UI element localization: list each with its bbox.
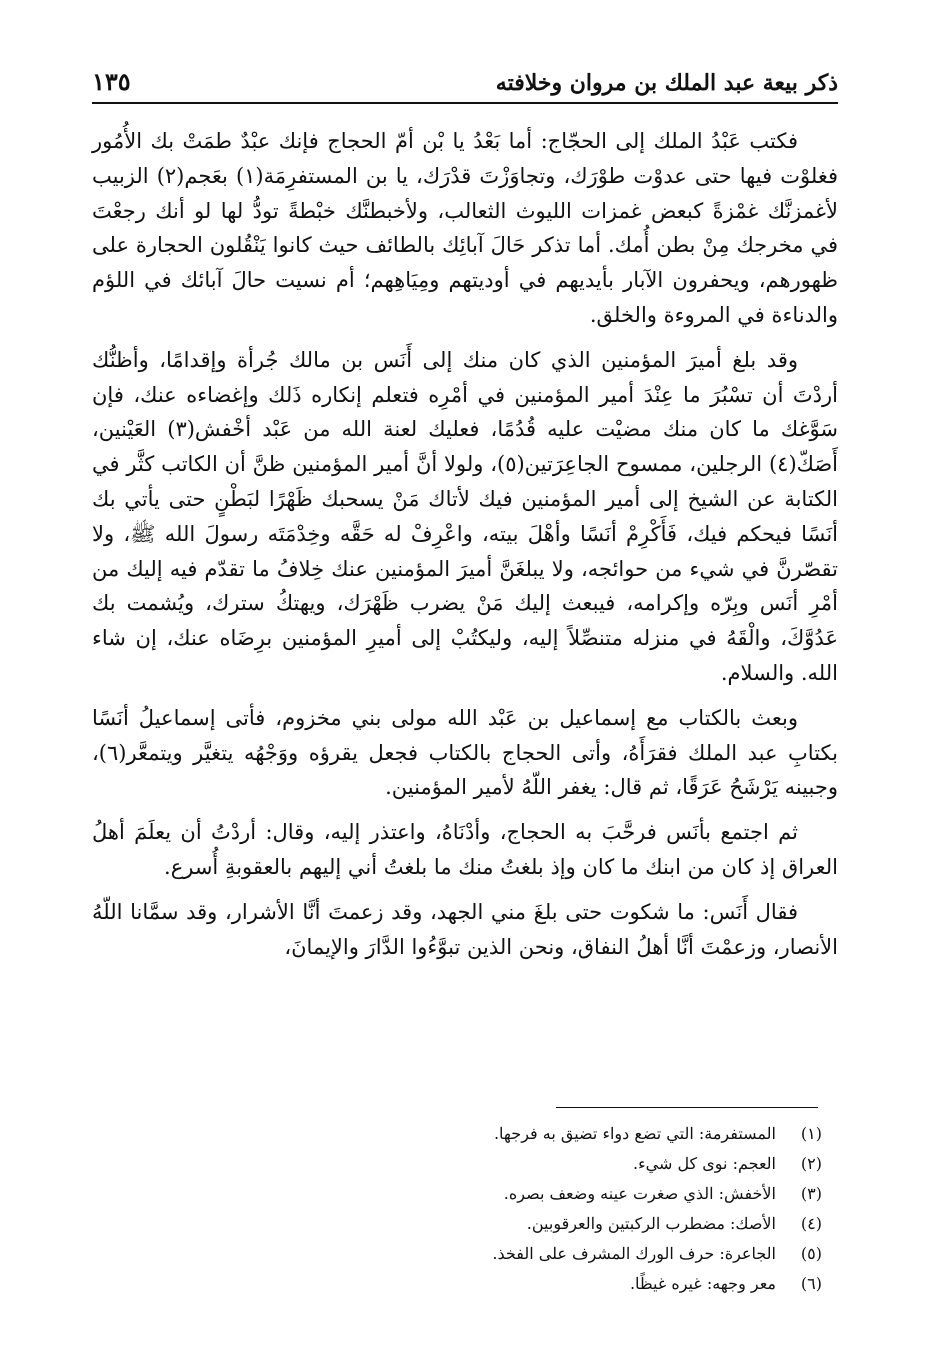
paragraph: وبعث بالكتاب مع إسماعيل بن عَبْد الله مولى بني مخزوم، فأتى إسماعيلُ أنَسًا بكتابِ عبد الملك فقرَأَهُ، وأتى الحجاج بالكتاب فجعل يقرؤه ووَجْهُه يتغيَّر ويتمعَّر(٦)، وجبينه يَرْشَحُ عَرَقًا، ثم قال: يغفر اللّهُ لأمير المؤمنين. [92,705,838,800]
footnote [92,1149,822,1179]
footnote [92,1239,822,1269]
paragraph: فقال أَنَس: ما شكوت حتى بلغَ مني الجهد، وقد زعمتَ أنَّا الأشرار، وقد سمَّانا اللّهُ الأنصار، وزعمْتَ أنَّا أهلُ النفاق، ونحن الذين تبوَّءُوا الدَّارَ والإيمانَ، [92,899,838,959]
footnote-text: معر وجهه: غيره غيظًا. [629,1274,776,1293]
footnote-number: (٦) [800,1274,822,1293]
footnote-text: الأخفش: الذي صغرت عينه وضعف بصره. [503,1184,776,1203]
footnote-number: (١) [800,1124,822,1143]
footnotes [92,1119,822,1299]
paragraph: ثم اجتمع بأنَس فرحَّبَ به الحجاج، وأدْنَاهُ، واعتذر إليه، وقال: أردْتُ أن يعلَمَ أهلُ العراق إذ كان من ابنك ما كان وإذ بلغتُ منك ما بلغتُ أني إليهم بالعقوبةِ أُسرع. [92,820,838,879]
chapter-title: ذكر بيعة عبد الملك بن مروان وخلافته [495,70,838,96]
footnote-text: العجم: نوى كل شيء. [633,1154,776,1173]
footnote-number: (٤) [800,1214,822,1233]
main-text [92,124,838,974]
paragraph: فكتب عَبْدُ الملك إلى الحجّاج: أما بَعْدُ يا بْن أمّ الحجاج فإنك عبْدٌ طمَتْ بك الأُمُور فغلوْت فيها حتى عدوْت طوْرَك، وتجاوَزْتَ قدْرَك، يا بن المستفرِمَة(١) بعَجم(٢) الزبيب لأغمزنَّك غمْزةً كبعض غمزات الليوث الثعالب، ولأخبطنَّك خبْطةً تودُّ لها لو أنك رجعْتَ في مخرجك مِنْ بطن أُمك. أما تذكر حَالَ آبائِك بالطائف حيث كانوا يَنْقُلون الحجارة على ظهورهم، ويحفرون الآبار بأيديهم في أوديتهم ومِيَاهِهم؛ أم نسيت حالَ آبائك في اللؤم والدناءة في المروءة والخلق. [92,129,838,327]
footnote-number: (٥) [800,1244,822,1263]
footnote-text: الأصك: مضطرب الركبتين والعرقوبين. [526,1214,776,1233]
running-header [92,64,838,104]
paragraph: وقد بلغ أميرَ المؤمنين الذي كان منك إلى أَنَس بن مالك جُرأة وإقدامًا، وأظنُّك أردْتَ أن تسْبُرَ ما عِنْدَ أمير المؤمنين في أمْرِه فتعلم إنكاره ذَلك وإغضاءه عنك، فإن سَوَّغك ما كان منك مضيْت عليه قُدُمًا، فعليك لعنة الله من عَبْد أخْفش(٣) العَيْنين، أَصَكّ(٤) الرجلين، ممسوح الجاعِرَتين(٥)، ولولا أنَّ أمير المؤمنين ظنَّ أن الكاتب كثَّر في الكتابة عن الشيخ إلى أمير المؤمنين فيك لأتاك مَنْ يسحبك ظَهْرًا لبَطْنٍ حتى يأتي بك أنَسًا فيحكم فيك، فَأَكْرِمْ أنَسًا وأهْلَ بيته، واعْرِفْ له حَقَّه وخِدْمَتَه رسولَ الله ﷺ، ولا تقصّرنَّ في شيء من حوائجه، ولا يبلغَنَّ أميرَ المؤمنين عنك خِلافُ ما تقدّم فيه إليك من أمْرِ أنَس وبِرّه وإكرامه، فيبعث إليك مَنْ يضرب ظَهْرَك، ويهتكُ سترك، ويُشمت بك عَدُوَّكَ، والْقَهُ في منزله متنصِّلاً إليه، وليكتُبْ إلى أميرِ المؤمنين برِضَاه عنك، إن شاء الله. والسلام. [92,347,838,685]
footnote [92,1209,822,1239]
footnote-text: الجاعرة: حرف الورك المشرف على الفخذ. [492,1244,776,1263]
footnote [92,1119,822,1149]
footnote [92,1179,822,1209]
footnote-number: (٣) [800,1184,822,1203]
footnote [92,1269,822,1299]
footnote-text: المستفرمة: التي تضع دواء تضيق به فرجها. [493,1124,776,1143]
page-number: ١٣٥ [92,67,131,96]
footnote-separator [556,1107,818,1108]
footnote-number: (٢) [800,1154,822,1173]
